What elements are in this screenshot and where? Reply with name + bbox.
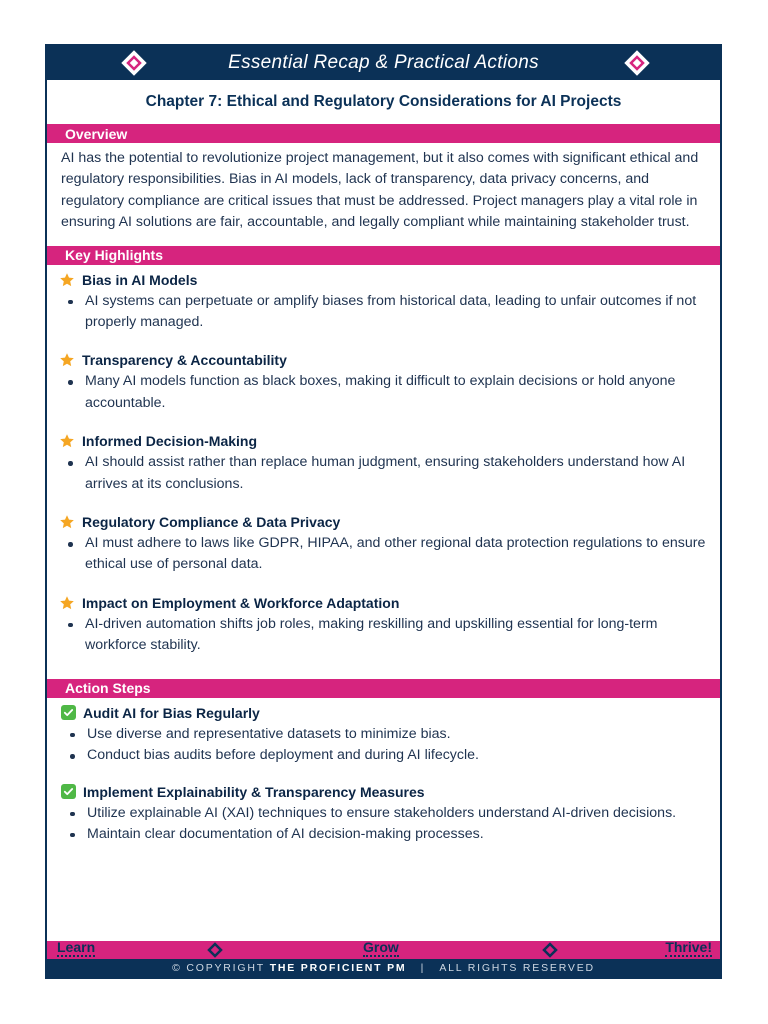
overview-section-label: Overview — [47, 124, 720, 143]
overview-text: AI has the potential to revolutionize project management, but it also comes with significant ethical and regulatory responsibilities. Bias in AI models, lack of transparency, data privacy concerns, and regulatory compliance are critical issues that must be addressed. Project managers play a vital role in ensuring AI solutions are fair, accountable, and legally compliant while maintaining stakeholder trust. — [61, 150, 699, 231]
star-icon — [59, 514, 75, 530]
actions-list — [47, 698, 720, 846]
bullet-text: AI-driven automation shifts job roles, making reskilling and upskilling essential for long-term workforce stability. — [59, 614, 706, 657]
bullet-text: Conduct bias audits before deployment and during AI lifecycle. — [61, 745, 706, 766]
diamond-icon — [207, 942, 223, 958]
bullet-text: AI should assist rather than replace human judgment, ensuring stakeholders understand how AI arrives at its conclusions. — [59, 452, 706, 495]
bullet-text: Maintain clear documentation of AI decision-making processes. — [61, 824, 706, 845]
diamond-icon — [542, 942, 558, 958]
bullet-text: Utilize explainable AI (XAI) techniques to ensure stakeholders understand AI-driven decisions. — [61, 803, 706, 824]
footer-word-thrive: Thrive! — [665, 939, 712, 955]
check-box-icon — [61, 784, 76, 799]
copyright-bar — [47, 959, 720, 977]
star-icon — [59, 433, 75, 449]
highlight-item — [59, 430, 706, 495]
recap-card — [45, 44, 722, 979]
footer-banner — [47, 941, 720, 959]
star-icon — [59, 595, 75, 611]
highlights-section-label: Key Highlights — [47, 246, 720, 265]
action-item — [61, 781, 706, 846]
rights-text: ALL RIGHTS RESERVED — [439, 962, 595, 974]
highlight-title: Bias in AI Models — [82, 271, 198, 288]
copyright-prefix: © COPYRIGHT — [172, 962, 265, 974]
header-bar — [47, 46, 720, 80]
footer-word-grow: Grow — [363, 939, 399, 955]
highlight-item — [59, 269, 706, 334]
diamond-icon — [121, 50, 147, 76]
header-title: Essential Recap & Practical Actions — [228, 52, 539, 73]
highlight-title: Informed Decision-Making — [82, 433, 258, 450]
action-item — [61, 702, 706, 767]
highlights-list — [47, 265, 720, 679]
star-icon — [59, 352, 75, 368]
check-box-icon — [61, 705, 76, 720]
highlight-title: Transparency & Accountability — [82, 352, 287, 369]
action-title: Implement Explainability & Transparency Measures — [83, 783, 425, 800]
highlight-item — [59, 592, 706, 657]
highlight-item — [59, 349, 706, 414]
brand-name: THE PROFICIENT PM — [269, 962, 407, 974]
diamond-icon — [624, 50, 650, 76]
action-title: Audit AI for Bias Regularly — [83, 704, 260, 721]
bullet-text: AI must adhere to laws like GDPR, HIPAA, and other regional data protection regulations to ensure ethical use of personal data. — [59, 533, 706, 576]
footer-word-learn: Learn — [57, 939, 96, 955]
highlight-item — [59, 511, 706, 576]
actions-section-label: Action Steps — [47, 679, 720, 698]
copyright-separator: | — [420, 962, 426, 974]
bullet-text: Use diverse and representative datasets to minimize bias. — [61, 724, 706, 745]
bullet-text: Many AI models function as black boxes, making it difficult to explain decisions or hold anyone accountable. — [59, 371, 706, 414]
chapter-title: Chapter 7: Ethical and Regulatory Considerations for AI Projects — [145, 93, 622, 110]
star-icon — [59, 272, 75, 288]
highlight-title: Regulatory Compliance & Data Privacy — [82, 514, 341, 531]
bullet-text: AI systems can perpetuate or amplify biases from historical data, leading to unfair outcomes if not properly managed. — [59, 291, 706, 334]
highlight-title: Impact on Employment & Workforce Adaptation — [82, 594, 400, 611]
